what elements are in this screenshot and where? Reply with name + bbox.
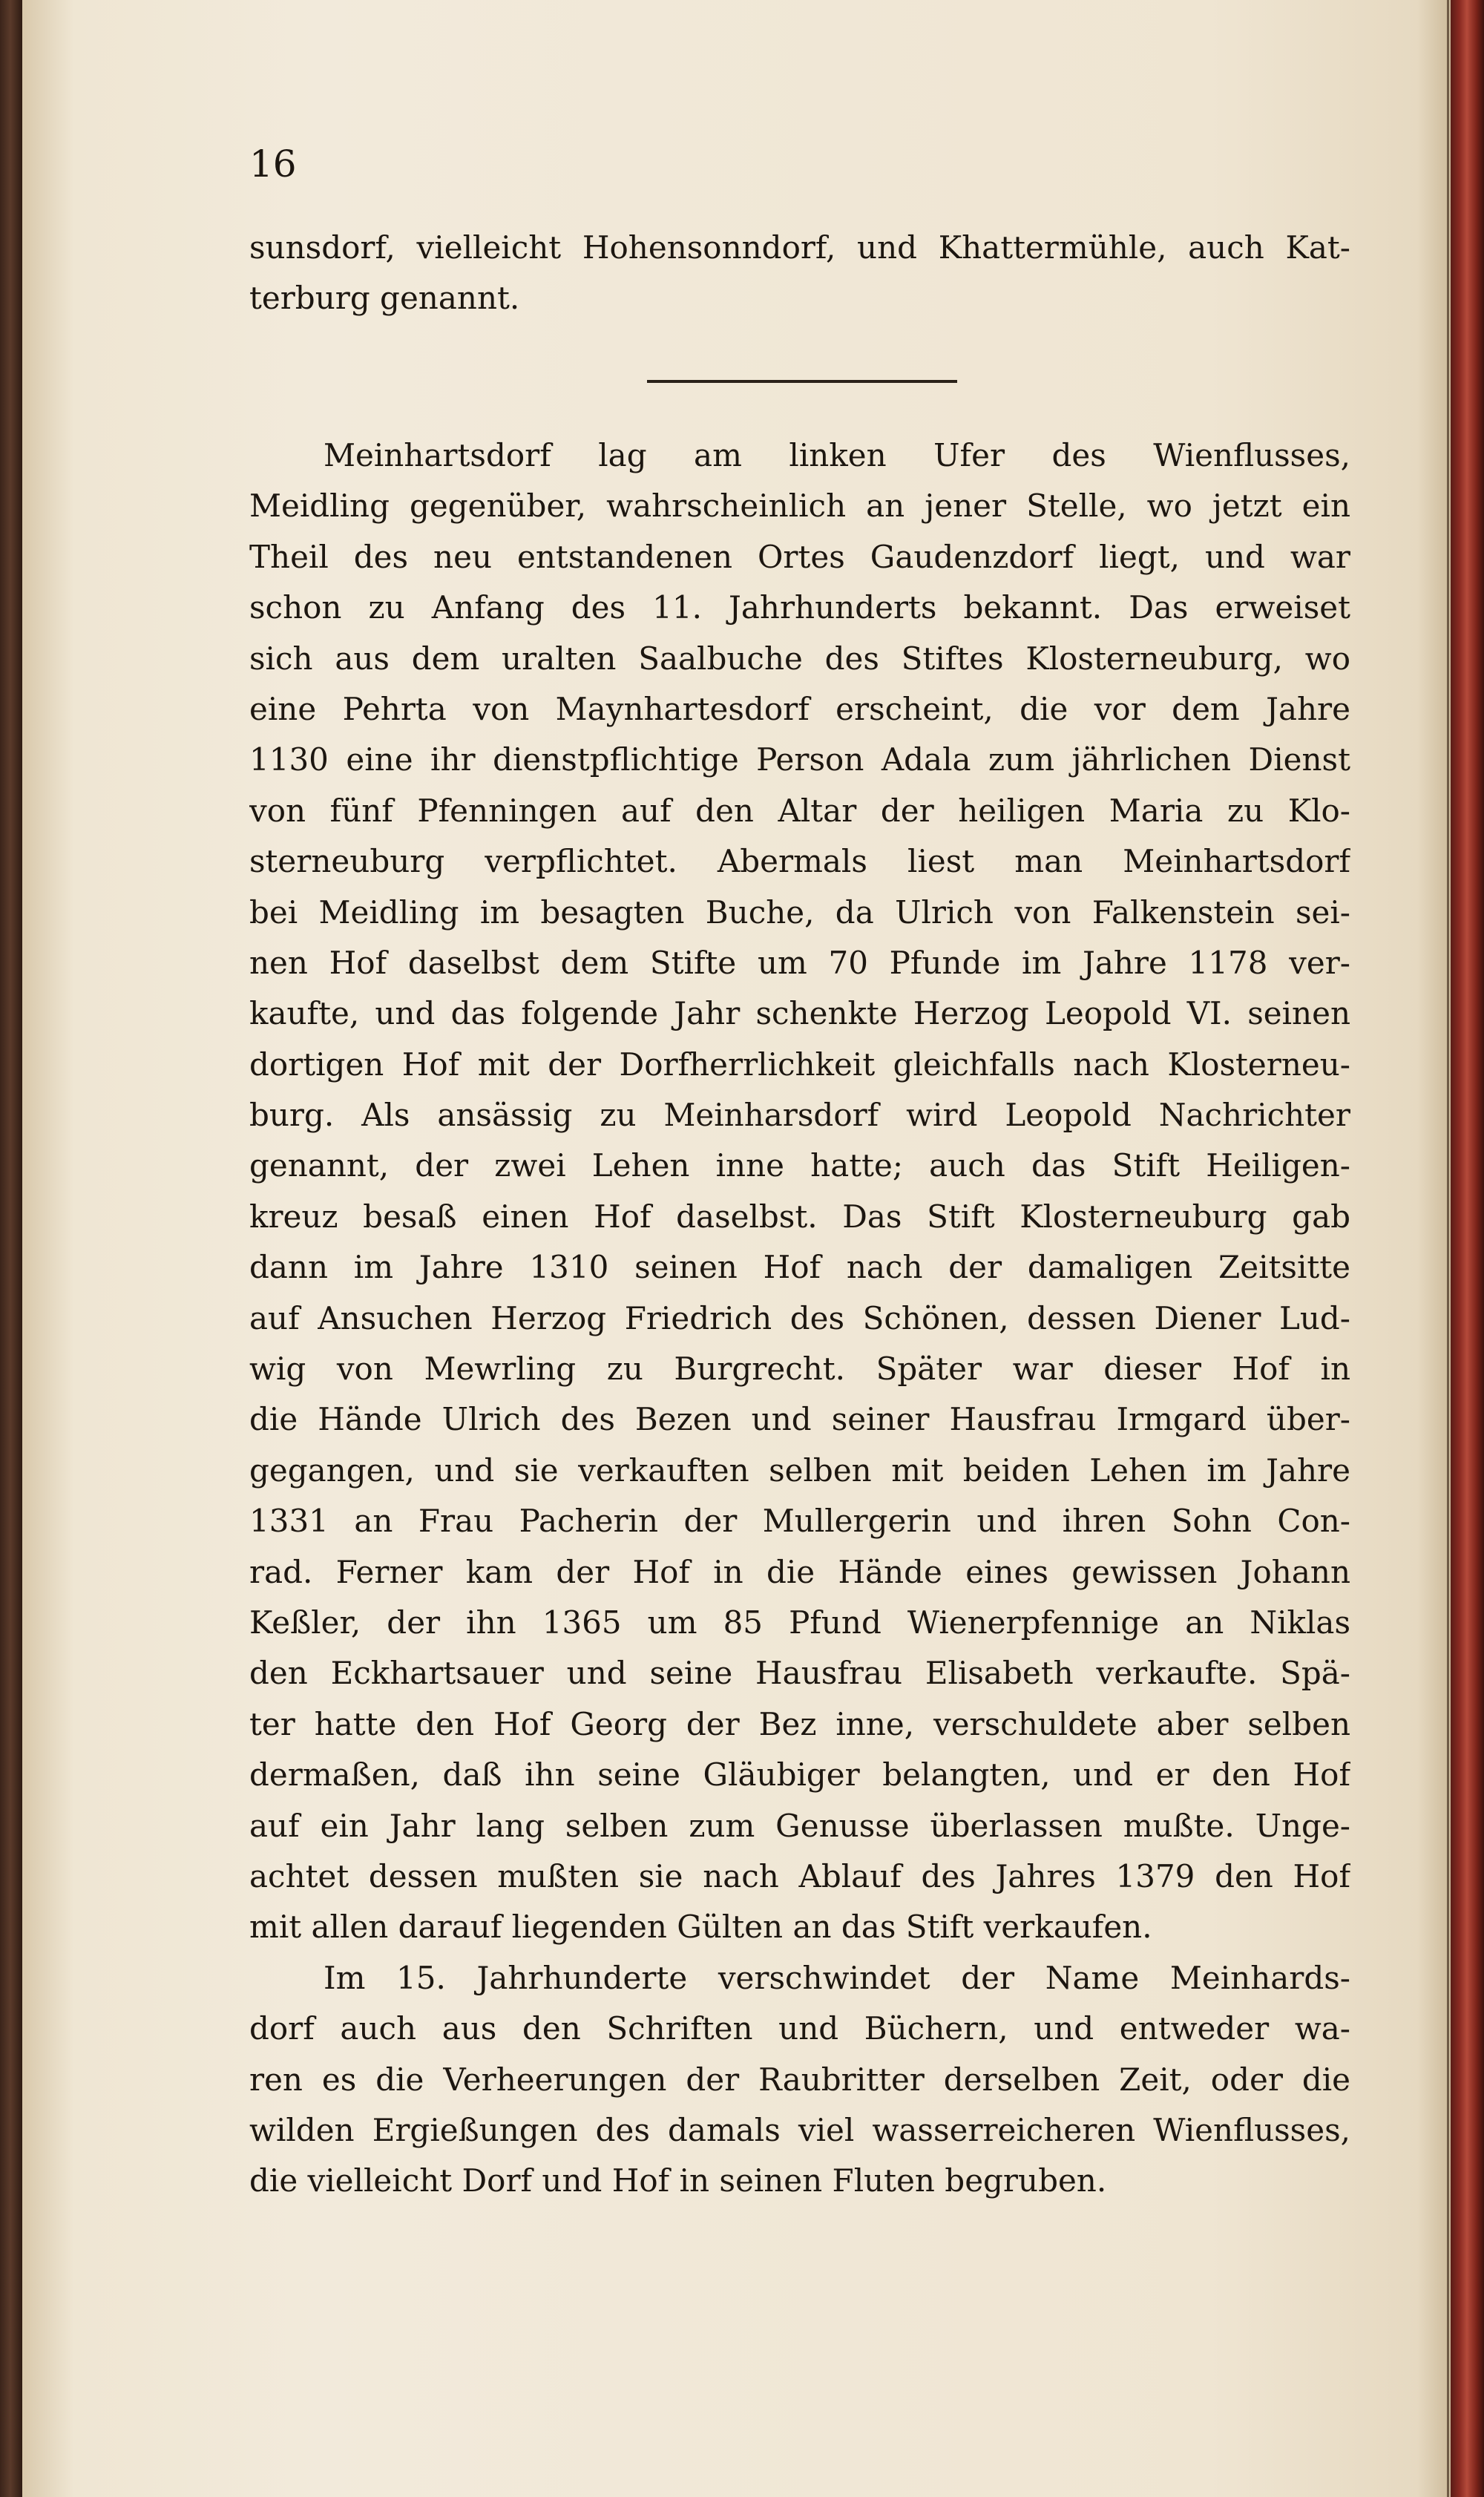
intro-paragraph [249,223,1350,324]
text-line: nen Hof daselbst dem Stifte um 70 Pfunde im Jahre 1178 ver- [249,944,1350,981]
text-line: die Hände Ulrich des Bezen und seiner Hausfrau Irmgard über- [249,1401,1350,1438]
text-line: burg. Als ansässig zu Meinharsdorf wird Leopold Nachrichter [249,1097,1350,1134]
text-line: schon zu Anfang des 11. Jahrhunderts bekannt. Das erweiset [249,589,1350,626]
book-cover-edge [1451,0,1484,2497]
text-line: auf ein Jahr lang selben zum Genusse überlassen mußte. Unge- [249,1807,1350,1844]
text-line: ter hatte den Hof Georg der Bez inne, verschuldete aber selben [249,1705,1350,1742]
text-line: dortigen Hof mit der Dorfherrlichkeit gleichfalls nach Klosterneu- [249,1046,1350,1083]
text-line: kreuz besaß einen Hof daselbst. Das Stift Klosterneuburg gab [249,1198,1350,1235]
text-line: genannt, der zwei Lehen inne hatte; auch das Stift Heiligen- [249,1147,1350,1184]
text-line: wig von Mewrling zu Burgrecht. Später war dieser Hof in [249,1351,1350,1388]
text-line: Meidling gegenüber, wahrscheinlich an jener Stelle, wo jetzt ein [249,488,1350,525]
text-line: ren es die Verheerungen der Raubritter derselben Zeit, oder die [249,2061,1350,2098]
text-line: dermaßen, daß ihn seine Gläubiger belangten, und er den Hof [249,1756,1350,1794]
text-line: dann im Jahre 1310 seinen Hof nach der damaligen Zeitsitte [249,1249,1350,1286]
main-paragraphs [249,430,1350,2207]
text-line: sterneuburg verpflichtet. Abermals liest man Meinhartsdorf [249,843,1350,880]
text-line: die vielleicht Dorf und Hof in seinen Fluten begruben. [249,2162,1107,2199]
text-line: bei Meidling im besagten Buche, da Ulrich von Falkenstein sei- [249,893,1350,931]
text-line: kaufte, und das folgende Jahr schenkte Herzog Leopold VI. seinen [249,995,1350,1032]
text-line: Meinhartsdorf lag am linken Ufer des Wienflusses, [324,437,1350,473]
text-line: rad. Ferner kam der Hof in die Hände eines gewissen Johann [249,1553,1350,1590]
text-line: achtet dessen mußten sie nach Ablauf des Jahres 1379 den Hof [249,1857,1350,1894]
text-line: 1130 eine ihr dienstpflichtige Person Adala zum jährlichen Dienst [249,741,1350,778]
text-line: Keßler, der ihn 1365 um 85 Pfund Wienerpfennige an Niklas [249,1604,1350,1641]
text-line: 1331 an Frau Pacherin der Mullergerin und ihren Sohn Con- [249,1503,1350,1540]
text-line: sunsdorf, vielleicht Hohensonndorf, und Khattermühle, auch Kat- [249,229,1350,266]
text-line: terburg genannt. [249,280,520,317]
text-line: dorf auch aus den Schriften und Büchern, und entweder wa- [249,2010,1350,2047]
text-line: mit allen darauf liegenden Gülten an das Stift verkaufen. [249,1909,1152,1946]
page-number: 16 [249,142,297,186]
text-line: von fünf Pfenningen auf den Altar der heiligen Maria zu Klo- [249,792,1350,829]
text-line: eine Pehrta von Maynhartesdorf erscheint, die vor dem Jahre [249,690,1350,727]
text-line: gegangen, und sie verkauften selben mit beiden Lehen im Jahre [249,1451,1350,1489]
section-divider [647,380,957,383]
text-line: auf Ansuchen Herzog Friedrich des Schönen, dessen Diener Lud- [249,1299,1350,1336]
text-line: wilden Ergießungen des damals viel wasserreicheren Wienflusses, [249,2111,1350,2148]
text-line: den Eckhartsauer und seine Hausfrau Elisabeth verkaufte. Spä- [249,1655,1350,1692]
text-line: sich aus dem uralten Saalbuche des Stiftes Klosterneuburg, wo [249,640,1350,677]
page-edge-rule [1447,0,1449,2497]
text-line: Im 15. Jahrhunderte verschwindet der Name Meinhards- [324,1959,1350,1996]
text-line: Theil des neu entstandenen Ortes Gaudenzdorf liegt, und war [249,538,1350,575]
